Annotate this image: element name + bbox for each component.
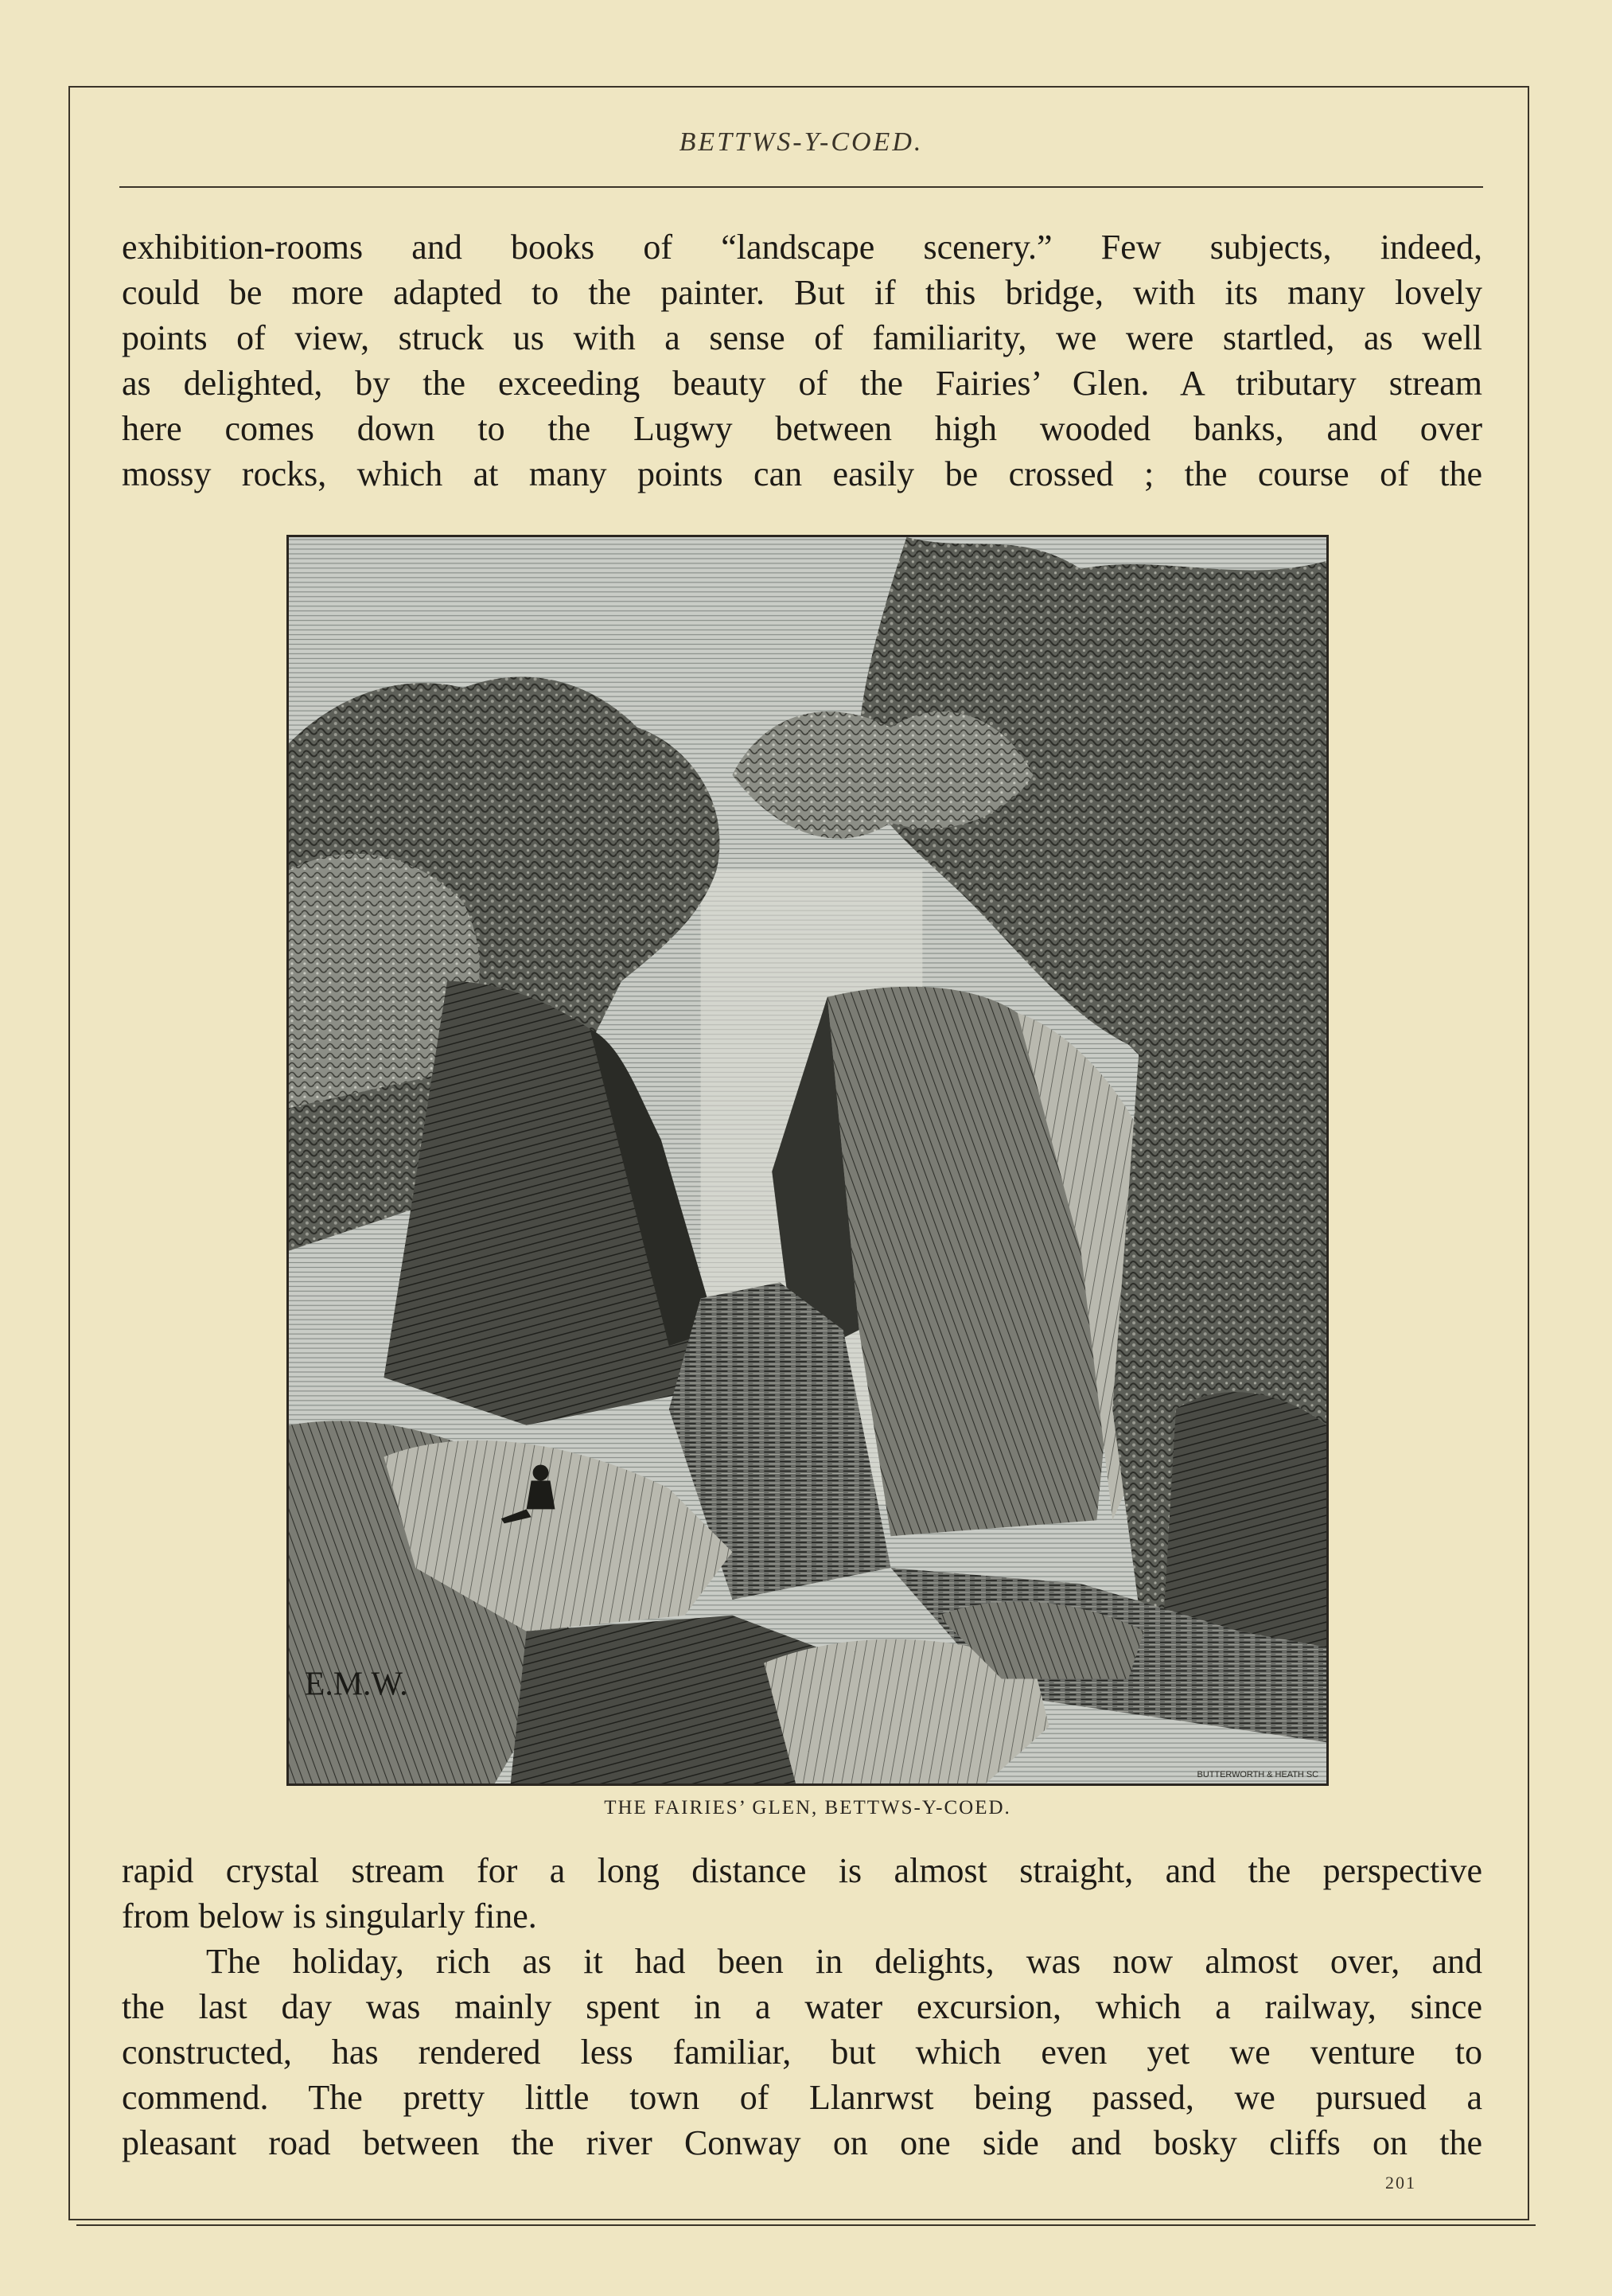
text-line: here comes down to the Lugwy between high wooded banks, and over — [122, 409, 1482, 448]
text-line: rapid crystal stream for a long distance is almost straight, and the perspective — [122, 1851, 1482, 1890]
bottom-rule — [76, 2224, 1536, 2226]
engraving-illustration — [289, 537, 1326, 1783]
text-line: points of view, struck us with a sense of familiarity, we were startled, as well — [122, 318, 1482, 357]
paragraph — [122, 1939, 1482, 2165]
engraver-credit: BUTTERWORTH & HEATH SC — [1197, 1770, 1319, 1780]
illustration-caption: THE FAIRIES’ GLEN, BETTWS-Y-COED. — [604, 1797, 1011, 1818]
header-rule — [119, 186, 1483, 188]
text-line: The holiday, rich as it had been in delights, was now almost over, and — [206, 1942, 1482, 1981]
engraving-fairies-glen — [286, 535, 1329, 1786]
text-line: as delighted, by the exceeding beauty of the Fairies’ Glen. A tributary stream — [122, 364, 1482, 403]
page-number: 201 — [1385, 2173, 1416, 2193]
text-line: pleasant road between the river Conway on one side and bosky cliffs on the — [122, 2123, 1482, 2162]
text-line: constructed, has rendered less familiar, but which even yet we venture to — [122, 2033, 1482, 2072]
text-line: from below is singularly fine. — [122, 1896, 537, 1935]
running-head: BETTWS-Y-COED. — [679, 127, 924, 157]
body-text-top — [122, 224, 1482, 497]
body-text-bottom — [122, 1848, 1482, 2165]
text-line: could be more adapted to the painter. But if this bridge, with its many lovely — [122, 273, 1482, 312]
paragraph — [122, 1848, 1482, 1939]
monogram: E.M.W. — [304, 1666, 408, 1703]
text-line: mossy rocks, which at many points can easily be crossed ; the course of the — [122, 454, 1482, 493]
paragraph — [122, 224, 1482, 497]
text-line: commend. The pretty little town of Llanrwst being passed, we pursued a — [122, 2078, 1482, 2117]
text-line: the last day was mainly spent in a water excursion, which a railway, since — [122, 1987, 1482, 2026]
text-line: exhibition-rooms and books of “landscape scenery.” Few subjects, indeed, — [122, 228, 1482, 267]
